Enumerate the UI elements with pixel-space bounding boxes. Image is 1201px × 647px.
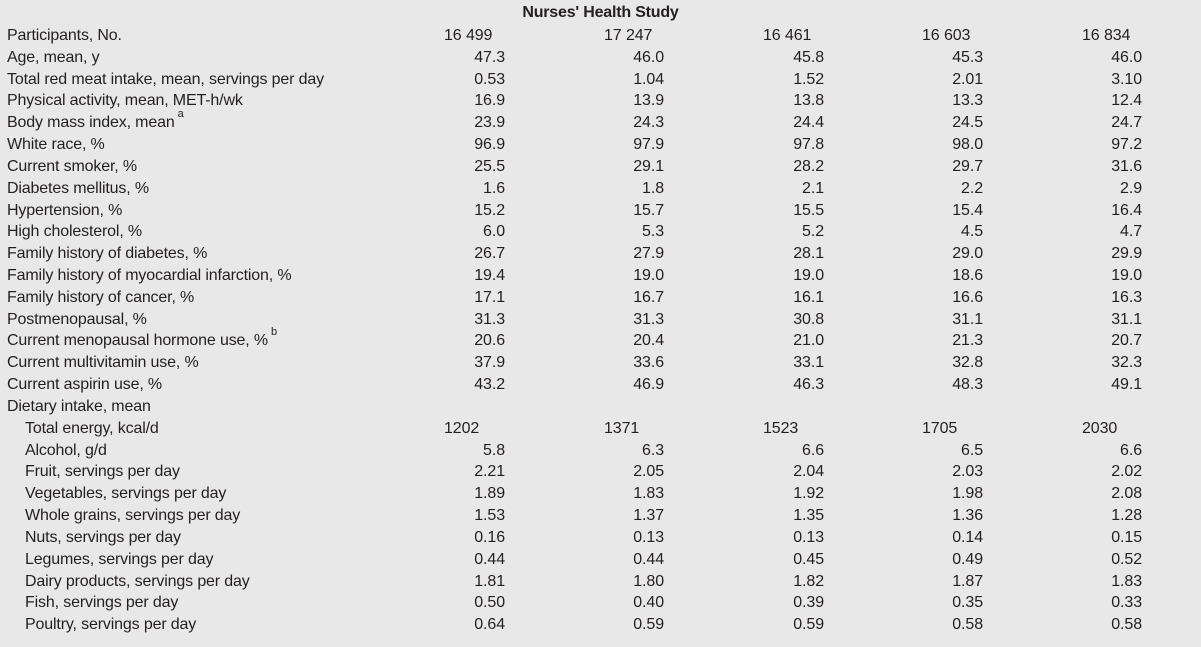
row-label-text: Vegetables, servings per day xyxy=(25,485,227,503)
table-cell: 15.2 xyxy=(474,201,505,219)
table-cell: 24.4 xyxy=(793,114,824,132)
table-cell: 32.8 xyxy=(952,354,983,372)
row-label xyxy=(25,549,213,571)
row-label-text: Age, mean, y xyxy=(7,48,100,66)
table-cell: 15.7 xyxy=(633,201,664,219)
table-cell: 43.2 xyxy=(474,376,505,394)
table-cell: 4.7 xyxy=(1120,223,1142,241)
table-cell: 6.0 xyxy=(483,223,505,241)
table-row xyxy=(0,440,1201,462)
table-cell: 20.7 xyxy=(1111,332,1142,350)
row-label xyxy=(7,25,122,47)
table-row xyxy=(0,505,1201,527)
table-cell: 2030 xyxy=(1082,419,1118,437)
table-row xyxy=(0,69,1201,91)
table-cell: 13.8 xyxy=(793,92,824,110)
footnote-marker: b xyxy=(270,326,277,339)
row-label xyxy=(25,440,107,462)
table-row xyxy=(0,47,1201,69)
row-label-text: Current menopausal hormone use, % xyxy=(7,332,268,350)
row-label-text: Current multivitamin use, % xyxy=(7,354,199,372)
row-label-text: Physical activity, mean, MET-h/wk xyxy=(7,92,243,110)
table-cell: 33.6 xyxy=(633,354,664,372)
table-cell: 46.0 xyxy=(1111,48,1142,66)
row-label-text: Nuts, servings per day xyxy=(25,528,181,546)
table-cell: 24.5 xyxy=(952,114,983,132)
table-cell: 31.3 xyxy=(474,310,505,328)
table-cell: 0.53 xyxy=(474,70,505,88)
table-cell: 1.82 xyxy=(793,572,824,590)
table-row xyxy=(0,287,1201,309)
table-cell: 0.16 xyxy=(474,528,505,546)
table-cell: 1.35 xyxy=(793,507,824,525)
table-cell: 1.83 xyxy=(633,485,664,503)
row-label-text: High cholesterol, % xyxy=(7,223,142,241)
table-cell: 6.6 xyxy=(1120,441,1142,459)
table-cell: 0.33 xyxy=(1111,594,1142,612)
table-cell: 0.50 xyxy=(474,594,505,612)
row-label-text: Hypertension, % xyxy=(7,201,123,219)
table-cell: 46.9 xyxy=(633,376,664,394)
table-cell: 1.6 xyxy=(483,179,505,197)
table-cell: 5.3 xyxy=(642,223,664,241)
table-cell: 17.1 xyxy=(474,288,505,306)
row-label xyxy=(7,309,147,331)
table-cell: 13.3 xyxy=(952,92,983,110)
table-cell: 29.0 xyxy=(952,245,983,263)
row-label xyxy=(7,396,151,418)
table-cell: 32.3 xyxy=(1111,354,1142,372)
table-row xyxy=(0,549,1201,571)
table-cell: 20.4 xyxy=(633,332,664,350)
row-label xyxy=(7,178,149,200)
table-cell: 45.8 xyxy=(793,48,824,66)
table-row xyxy=(0,25,1201,47)
table-cell: 2.08 xyxy=(1111,485,1142,503)
table-cell: 1.36 xyxy=(952,507,983,525)
row-label xyxy=(25,483,226,505)
row-label xyxy=(7,243,207,265)
table-cell: 24.3 xyxy=(633,114,664,132)
row-label-text: Dietary intake, mean xyxy=(7,397,151,415)
table-cell: 15.4 xyxy=(952,201,983,219)
table-row xyxy=(0,374,1201,396)
table-cell: 0.59 xyxy=(793,616,824,634)
table-cell: 13.9 xyxy=(633,92,664,110)
table-cell: 0.13 xyxy=(633,528,664,546)
table-row xyxy=(0,265,1201,287)
table-cell: 28.1 xyxy=(793,245,824,263)
table-cell: 48.3 xyxy=(952,376,983,394)
table-cell: 30.8 xyxy=(793,310,824,328)
table-row xyxy=(0,134,1201,156)
table-cell: 24.7 xyxy=(1111,114,1142,132)
table-row xyxy=(0,326,1201,352)
table-row xyxy=(0,418,1201,440)
table-row xyxy=(0,614,1201,636)
table-cell: 29.1 xyxy=(633,157,664,175)
table-cell: 27.9 xyxy=(633,245,664,263)
row-label-text: Total red meat intake, mean, servings per day xyxy=(7,70,324,88)
row-label xyxy=(7,156,137,178)
row-label-text: Whole grains, servings per day xyxy=(25,507,241,525)
row-label-text: Poultry, servings per day xyxy=(25,616,197,634)
table-cell: 19.0 xyxy=(793,267,824,285)
table-cell: 16 461 xyxy=(763,27,812,44)
table-cell: 0.58 xyxy=(952,616,983,634)
row-label xyxy=(7,287,194,309)
table-cell: 2.02 xyxy=(1111,463,1142,481)
row-label xyxy=(7,69,324,91)
table-row xyxy=(0,461,1201,483)
row-label-text: Family history of cancer, % xyxy=(7,288,195,306)
row-label-text: Alcohol, g/d xyxy=(25,441,107,459)
table-cell: 4.5 xyxy=(961,223,983,241)
table-cell: 0.14 xyxy=(952,528,983,546)
row-label-text: White race, % xyxy=(7,136,105,154)
row-label-text: Fruit, servings per day xyxy=(25,463,180,481)
row-label-text: Diabetes mellitus, % xyxy=(7,179,149,197)
table-cell: 1.89 xyxy=(474,485,505,503)
row-label xyxy=(7,326,277,352)
table-cell: 2.2 xyxy=(961,179,983,197)
table-cell: 29.9 xyxy=(1111,245,1142,263)
table-cell: 2.21 xyxy=(474,463,505,481)
row-label xyxy=(25,592,178,614)
table-cell: 46.0 xyxy=(633,48,664,66)
table-cell: 19.0 xyxy=(633,267,664,285)
table-cell: 97.2 xyxy=(1111,136,1142,154)
row-label xyxy=(7,352,199,374)
table-cell: 16 834 xyxy=(1082,27,1131,44)
table-cell: 0.39 xyxy=(793,594,824,612)
table-cell: 2.9 xyxy=(1120,179,1142,197)
row-label xyxy=(25,571,250,593)
table-row xyxy=(0,178,1201,200)
table-cell: 21.0 xyxy=(793,332,824,350)
table-cell: 3.10 xyxy=(1111,70,1142,88)
table-cell: 16.4 xyxy=(1111,201,1142,219)
table-cell: 19.0 xyxy=(1111,267,1142,285)
table-cell: 0.44 xyxy=(633,550,664,568)
row-label xyxy=(7,221,142,243)
table-cell: 1.98 xyxy=(952,485,983,503)
row-label xyxy=(7,265,291,287)
table-cell: 0.59 xyxy=(633,616,664,634)
table-row xyxy=(0,396,1201,418)
table-row xyxy=(0,309,1201,331)
table-cell: 1.87 xyxy=(952,572,983,590)
row-label xyxy=(25,418,159,440)
table-cell: 23.9 xyxy=(474,114,505,132)
table-cell: 49.1 xyxy=(1111,376,1142,394)
table-cell: 1.53 xyxy=(474,507,505,525)
table-cell: 37.9 xyxy=(474,354,505,372)
table-cell: 28.2 xyxy=(793,157,824,175)
row-label-text: Dairy products, servings per day xyxy=(25,572,250,590)
table-cell: 1523 xyxy=(763,419,799,437)
row-label xyxy=(25,527,181,549)
table-row xyxy=(0,483,1201,505)
row-label-text: Participants, No. xyxy=(7,27,122,44)
table-cell: 97.9 xyxy=(633,136,664,154)
table-cell: 19.4 xyxy=(474,267,505,285)
table-cell: 97.8 xyxy=(793,136,824,154)
table-cell: 5.8 xyxy=(483,441,505,459)
row-label-text: Current aspirin use, % xyxy=(7,376,162,394)
table-cell: 46.3 xyxy=(793,376,824,394)
table-cell: 1.8 xyxy=(642,179,664,197)
table-cell: 1.04 xyxy=(633,70,664,88)
table-cell: 0.52 xyxy=(1111,550,1142,568)
table-cell: 2.01 xyxy=(952,70,983,88)
table-cell: 26.7 xyxy=(474,245,505,263)
table-cell: 21.3 xyxy=(952,332,983,350)
table-cell: 96.9 xyxy=(474,136,505,154)
table-cell: 2.03 xyxy=(952,463,983,481)
table-cell: 1705 xyxy=(922,419,958,437)
study-title: Nurses' Health Study xyxy=(522,4,679,21)
table-cell: 1.37 xyxy=(633,507,664,525)
table-cell: 2.05 xyxy=(633,463,664,481)
table-cell: 29.7 xyxy=(952,157,983,175)
row-label xyxy=(7,47,99,69)
table-cell: 31.1 xyxy=(952,310,983,328)
table-cell: 18.6 xyxy=(952,267,983,285)
row-label xyxy=(7,134,105,156)
table-cell: 2.04 xyxy=(793,463,824,481)
table-cell: 1.83 xyxy=(1111,572,1142,590)
table-row xyxy=(0,156,1201,178)
table-cell: 17 247 xyxy=(604,27,653,44)
row-label-text: Family history of diabetes, % xyxy=(7,245,208,263)
table-row xyxy=(0,352,1201,374)
row-label xyxy=(7,200,122,222)
table-cell: 2.1 xyxy=(802,179,824,197)
table-cell: 31.3 xyxy=(633,310,664,328)
table-cell: 16.6 xyxy=(952,288,983,306)
table-cell: 16.3 xyxy=(1111,288,1142,306)
table-cell: 6.6 xyxy=(802,441,824,459)
table-cell: 47.3 xyxy=(474,48,505,66)
row-label-text: Legumes, servings per day xyxy=(25,550,214,568)
table-cell: 16.1 xyxy=(793,288,824,306)
table-cell: 45.3 xyxy=(952,48,983,66)
table-row xyxy=(0,221,1201,243)
table-row xyxy=(0,527,1201,549)
footnote-marker: a xyxy=(177,107,184,120)
table-cell: 0.64 xyxy=(474,616,505,634)
table-row xyxy=(0,107,1201,134)
table-cell: 1202 xyxy=(444,419,480,437)
row-label xyxy=(7,374,162,396)
table-cell: 0.15 xyxy=(1111,528,1142,546)
row-label xyxy=(7,107,184,134)
row-label xyxy=(25,461,180,483)
table-cell: 1.81 xyxy=(474,572,505,590)
row-label-text: Fish, servings per day xyxy=(25,594,179,612)
table-row xyxy=(0,200,1201,222)
row-label-text: Total energy, kcal/d xyxy=(25,419,159,437)
table-cell: 31.6 xyxy=(1111,157,1142,175)
table-cell: 0.35 xyxy=(952,594,983,612)
row-label xyxy=(7,90,243,112)
table-cell: 1.52 xyxy=(793,70,824,88)
row-label-text: Postmenopausal, % xyxy=(7,310,147,328)
row-label-text: Body mass index, mean xyxy=(7,114,175,132)
table-cell: 16 499 xyxy=(444,27,493,44)
table-cell: 16.9 xyxy=(474,92,505,110)
table-cell: 16 603 xyxy=(922,27,971,44)
table-row xyxy=(0,571,1201,593)
table-cell: 1.92 xyxy=(793,485,824,503)
table-cell: 0.13 xyxy=(793,528,824,546)
row-label-text: Current smoker, % xyxy=(7,157,137,175)
table-cell: 0.49 xyxy=(952,550,983,568)
table-cell: 25.5 xyxy=(474,157,505,175)
table-cell: 1371 xyxy=(604,419,640,437)
table-cell: 31.1 xyxy=(1111,310,1142,328)
table-cell: 33.1 xyxy=(793,354,824,372)
row-label xyxy=(25,614,196,636)
table-cell: 20.6 xyxy=(474,332,505,350)
table-cell: 1.80 xyxy=(633,572,664,590)
table-cell: 1.28 xyxy=(1111,507,1142,525)
row-label-text: Family history of myocardial infarction, % xyxy=(7,267,292,285)
table-cell: 0.44 xyxy=(474,550,505,568)
table-cell: 0.40 xyxy=(633,594,664,612)
row-label xyxy=(25,505,240,527)
table-cell: 16.7 xyxy=(633,288,664,306)
table-cell: 15.5 xyxy=(793,201,824,219)
table-cell: 98.0 xyxy=(952,136,983,154)
table-cell: 5.2 xyxy=(802,223,824,241)
table-cell: 6.3 xyxy=(642,441,664,459)
table-row xyxy=(0,243,1201,265)
table-cell: 0.45 xyxy=(793,550,824,568)
table-cell: 0.58 xyxy=(1111,616,1142,634)
table-cell: 6.5 xyxy=(961,441,983,459)
table-row xyxy=(0,592,1201,614)
table-cell: 12.4 xyxy=(1111,92,1142,110)
